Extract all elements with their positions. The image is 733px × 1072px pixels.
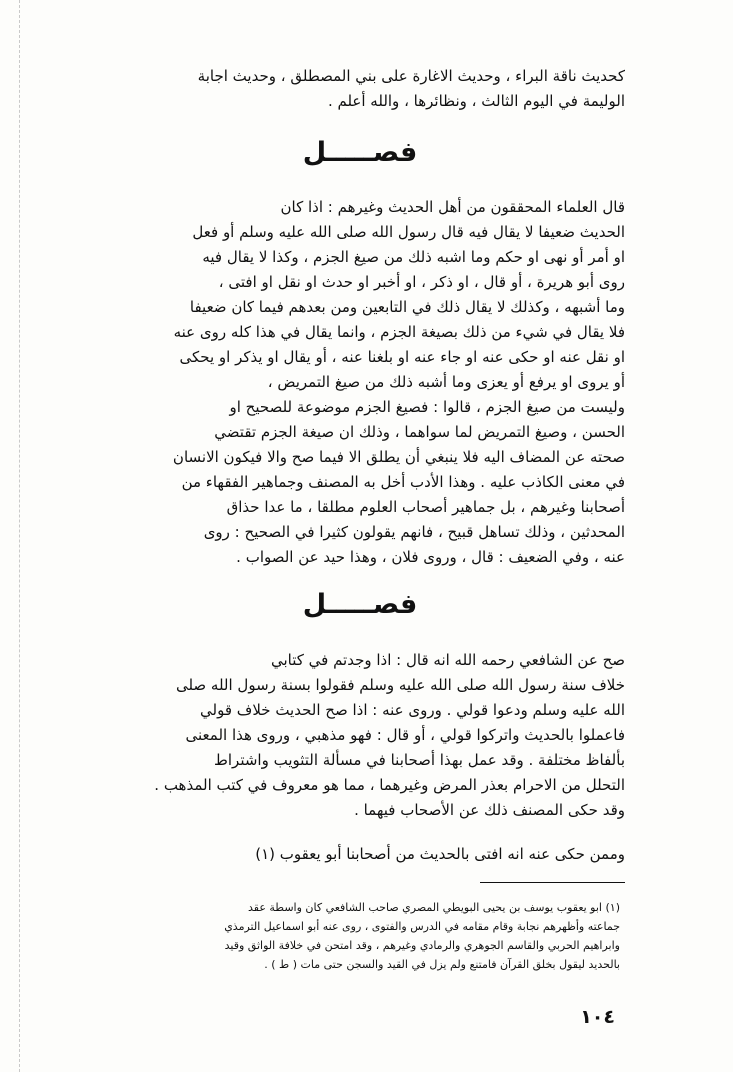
text-line: وممن حكى عنه انه افتى بالحديث من أصحابنا أبو يعقوب (١)	[255, 845, 625, 863]
text-line: أو يروى او يرفع أو يعزى وما أشبه ذلك من صيغ التمريض ،	[267, 373, 625, 391]
text-line: او نقل عنه او حكى عنه او جاء عنه او بلغنا عنه ، أو يقال او يذكر او يحكى	[179, 348, 625, 366]
text-line: فلا يقال في شيء من ذلك بصيغة الجزم ، وانما يقال في هذا كله روى عنه	[173, 323, 625, 341]
section-2-tail	[82, 842, 625, 867]
text-line: وليست من صيغ الجزم ، قالوا : فصيغ الجزم موضوعة للصحيح او	[229, 398, 625, 416]
heading-text: فصـــــل	[302, 589, 418, 620]
text-line: المحدثين ، وذلك تساهل قبيح ، فانهم يقولون كثيرا في الصحيح : روى	[203, 523, 625, 541]
section-1-body	[82, 195, 625, 570]
heading-text: فصـــــل	[302, 137, 418, 168]
text-line: كحديث ناقة البراء ، وحديث الاغارة على بني المصطلق ، وحديث اجابة	[197, 67, 625, 85]
footnote-line: جماعته وأظهرهم نجابة وقام مقامه في الدرس والفتوى ، روى عنه أبو اسماعيل الترمذي	[224, 920, 620, 933]
text-line: الحسن ، وصيغ التمريض لما سواهما ، وذلك ان صيغة الجزم تقتضي	[214, 423, 625, 441]
text-line: التحلل من الاحرام بعذر المرض وغيرهما ، مما هو معروف في كتب المذهب .	[154, 776, 625, 794]
text-line: في معنى الكاذب عليه . وهذا الأدب أخل به المصنف وجماهير الفقهاء من	[181, 473, 625, 491]
text-line: عنه ، وفي الضعيف : قال ، وروى فلان ، وهذا حيد عن الصواب .	[236, 548, 625, 566]
text-line: قال العلماء المحققون من أهل الحديث وغيرهم : اذا كان	[280, 198, 625, 216]
intro-paragraph	[82, 64, 625, 114]
text-line: الله عليه وسلم ودعوا قولي . وروى عنه : اذا صح الحديث خلاف قولي	[200, 701, 625, 719]
text-line: الوليمة في اليوم الثالث ، ونظائرها ، والله أعلم .	[327, 92, 625, 110]
text-line: خلاف سنة رسول الله صلى الله عليه وسلم فقولوا بسنة رسول الله صلى	[175, 676, 625, 694]
section-heading-1	[240, 136, 480, 170]
text-line: وقد حكى المصنف ذلك عن الأصحاب فيهما .	[354, 801, 625, 819]
page-number: ١٠٤	[580, 1006, 615, 1028]
text-line: او أمر أو نهى او حكم وما اشبه ذلك من صيغ الجزم ، وكذا لا يقال فيه	[202, 248, 625, 266]
section-2-body	[82, 648, 625, 823]
scan-margin-line	[19, 0, 20, 1072]
text-line: وما أشبهه ، وكذلك لا يقال ذلك في التابعين ومن بعدهم فيما كان ضعيفا	[189, 298, 625, 316]
footnote-line: بالحديد ليقول بخلق القرآن فامتنع ولم يزل في القيد والسجن حتى مات ( ط ) .	[264, 958, 620, 971]
footnote-line: (١) ابو يعقوب يوسف بن يحيى البويطي المصري صاحب الشافعي كان واسطة عقد	[248, 901, 620, 914]
text-line: فاعملوا بالحديث واتركوا قولي ، أو قال : فهو مذهبي ، وروى هذا المعنى	[185, 726, 625, 744]
text-line: صح عن الشافعي رحمه الله انه قال : اذا وجدتم في كتابي	[270, 651, 625, 669]
footnote-divider	[480, 882, 625, 883]
section-heading-2	[240, 588, 480, 622]
footnote-line: وابراهيم الحربي والقاسم الجوهري والرمادي وغيرهم ، وقد امتحن في خلافة الواثق وقيد	[224, 939, 620, 952]
text-line: صحته عن المضاف اليه فلا ينبغي أن يطلق الا فيما صح والا فيكون الانسان	[172, 448, 625, 466]
text-line: بألفاظ مختلفة . وقد عمل بهذا أصحابنا في مسألة التثويب واشتراط	[214, 751, 625, 769]
text-line: الحديث ضعيفا لا يقال فيه قال رسول الله صلى الله عليه وسلم أو فعل	[192, 223, 625, 241]
text-line: روى أبو هريرة ، أو قال ، او ذكر ، او أخبر او حدث او نقل او افتى ،	[218, 273, 625, 291]
text-line: أصحابنا وغيرهم ، بل جماهير أصحاب العلوم مطلقا ، ما عدا حذاق	[226, 498, 625, 516]
footnotes	[88, 898, 620, 974]
